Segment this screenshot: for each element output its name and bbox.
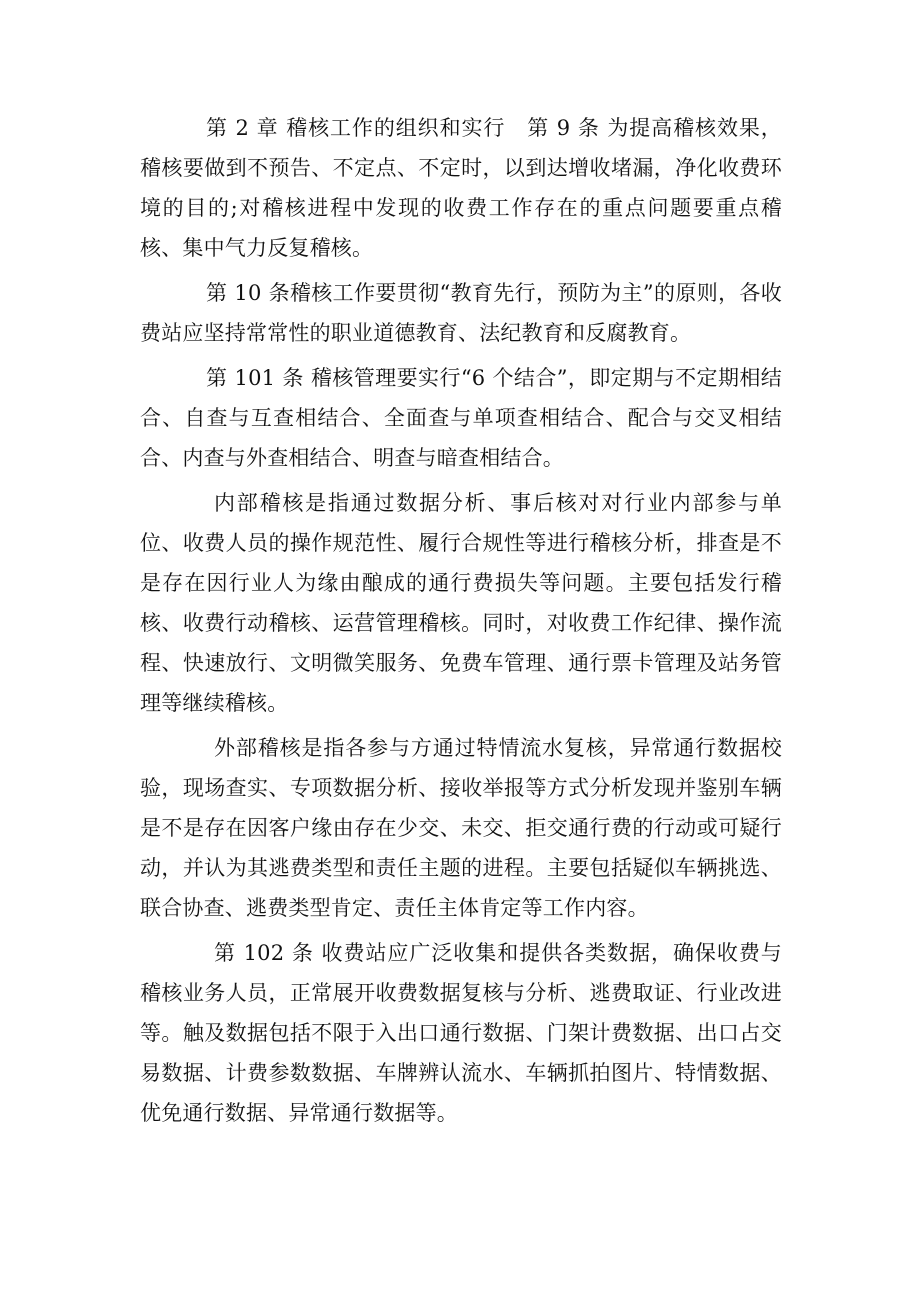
- paragraph-internal-audit: 内部稽核是指通过数据分析、事后核对对行业内部参与单位、收费人员的操作规范性、履行合规性等进行稽核分析，排查是不是存在因行业人为缘由酿成的通行费损失等问题。主要包括发行稽核、收费行动稽核、运营管理稽核。同时，对收费工作纪律、操作流程、快速放行、文明微笑服务、免费车管理、通行票卡管理及站务管理等继续稽核。: [140, 491, 782, 715]
- paragraph-chapter-2-article-9: 第 2 章 稽核工作的组织和实行 第 9 条 为提高稽核效果，稽核要做到不预告、不定点、不定时，以到达增收堵漏，净化收费环境的目的;对稽核进程中发现的收费工作存在的重点问题要重点稽核、集中气力反复稽核。: [140, 116, 782, 260]
- document-body: [140, 108, 782, 1133]
- paragraph-external-audit: 外部稽核是指各参与方通过特情流水复核，异常通行数据校验，现场查实、专项数据分析、接收举报等方式分析发现并鉴别车辆是不是存在因客户缘由存在少交、未交、拒交通行费的行动或可疑行动，并认为其逃费类型和责任主题的进程。主要包括疑似车辆挑选、联合协查、逃费类型肯定、责任主体肯定等工作内容。: [140, 736, 782, 920]
- paragraph-article-10: 第 10 条稽核工作要贯彻“教育先行，预防为主”的原则，各收费站应坚持常常性的职业道德教育、法纪教育和反腐教育。: [140, 281, 782, 345]
- paragraph-article-101: 第 101 条 稽核管理要实行“6 个结合”，即定期与不定期相结合、自查与互查相结合、全面查与单项查相结合、配合与交叉相结合、内查与外查相结合、明查与暗查相结合。: [140, 366, 782, 470]
- paragraph-article-102: 第 102 条 收费站应广泛收集和提供各类数据，确保收费与稽核业务人员，正常展开收费数据复核与分析、逃费取证、行业改进等。触及数据包括不限于入出口通行数据、门架计费数据、出口占交易数据、计费参数数据、车牌辨认流水、车辆抓拍图片、特情数据、优免通行数据、异常通行数据等。: [140, 941, 782, 1125]
